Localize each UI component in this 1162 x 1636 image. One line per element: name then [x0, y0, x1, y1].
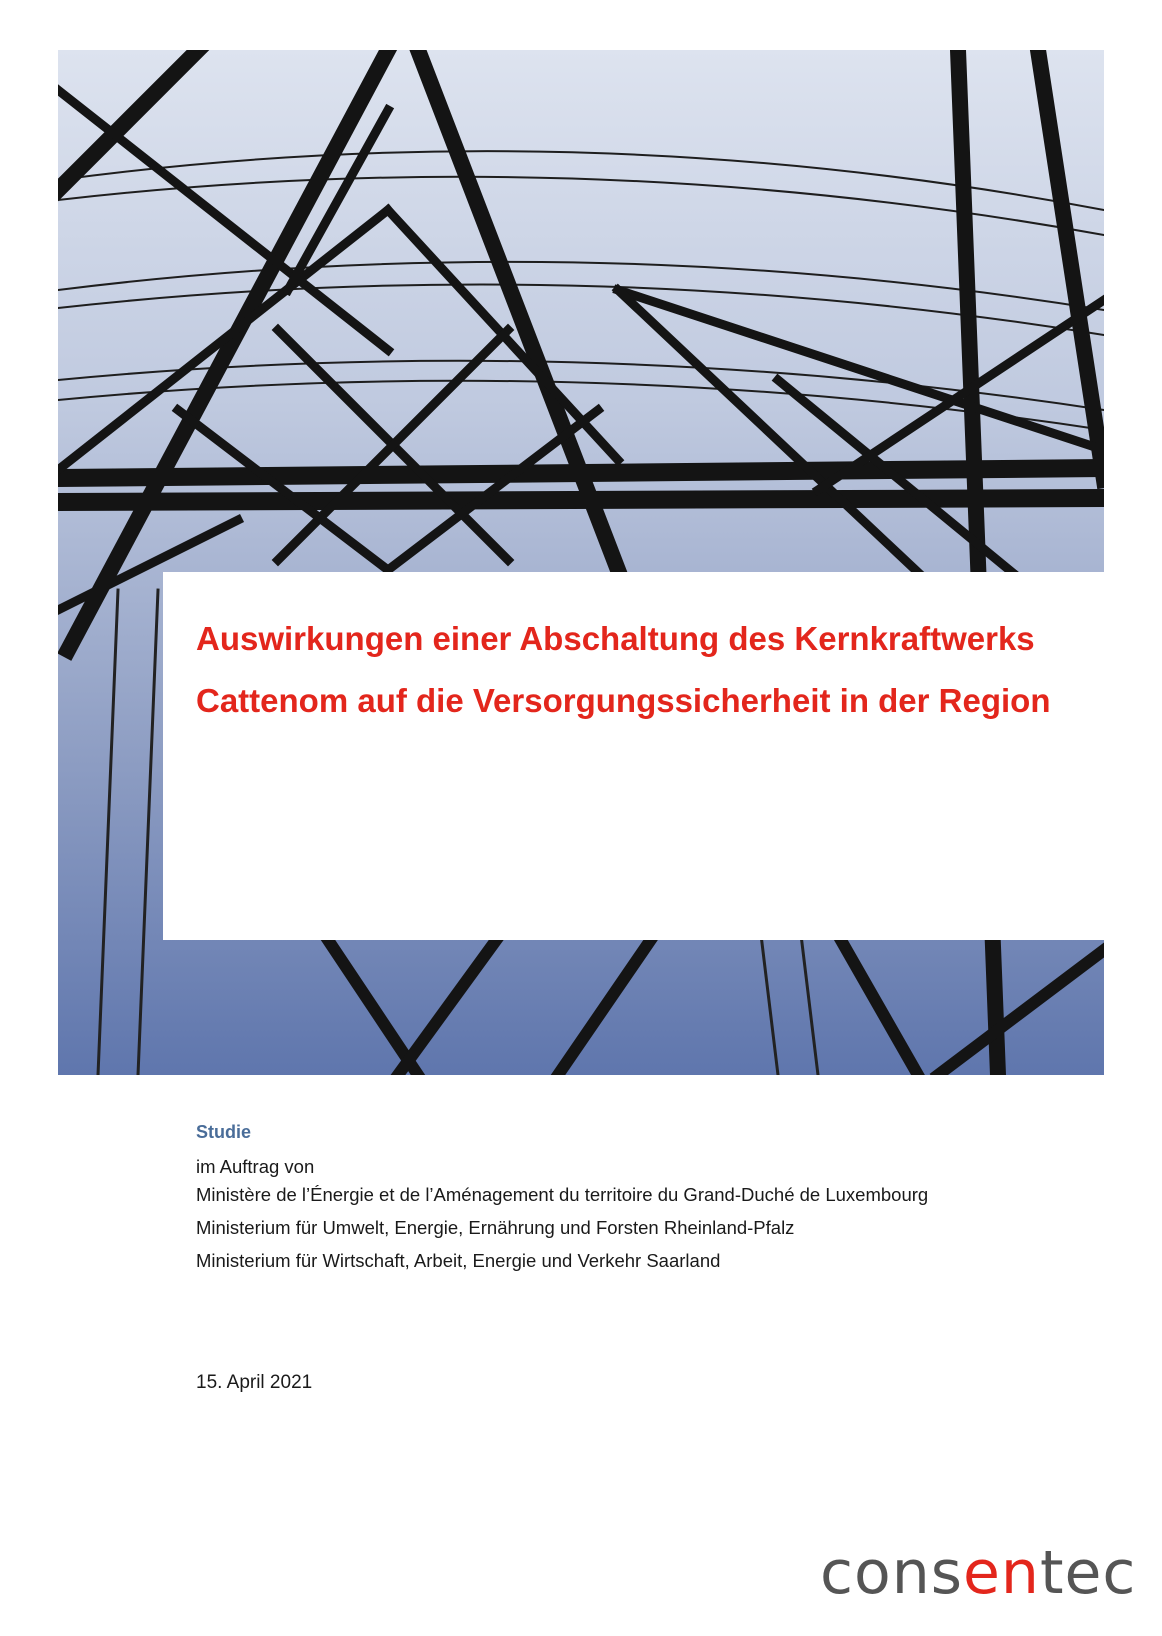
- title-line-1: Auswirkungen einer Abschaltung des Kernkraftwerks: [196, 620, 1035, 657]
- logo-part-2: en: [962, 1538, 1040, 1608]
- study-kind: Studie: [196, 1122, 252, 1142]
- client-3: Ministerium für Wirtschaft, Arbeit, Energie und Verkehr Saarland: [196, 1250, 721, 1271]
- study-date: 15. April 2021: [196, 1372, 313, 1393]
- logo-part-1: cons: [820, 1538, 963, 1608]
- document-title: [196, 608, 1096, 732]
- study-info: [196, 1122, 1076, 1275]
- title-line-2: Cattenom auf die Versorgungssicherheit in der Region: [196, 682, 1051, 719]
- client-1: Ministère de l’Énergie et de l’Aménagement du territoire du Grand-Duché de Luxembourg: [196, 1184, 929, 1205]
- logo-part-3: tec: [1039, 1538, 1137, 1608]
- consentec-logo: [820, 1538, 1136, 1608]
- title-box: [163, 572, 1104, 940]
- client-2: Ministerium für Umwelt, Energie, Ernährung und Forsten Rheinland-Pfalz: [196, 1217, 795, 1238]
- commissioned-by: im Auftrag von: [196, 1156, 315, 1177]
